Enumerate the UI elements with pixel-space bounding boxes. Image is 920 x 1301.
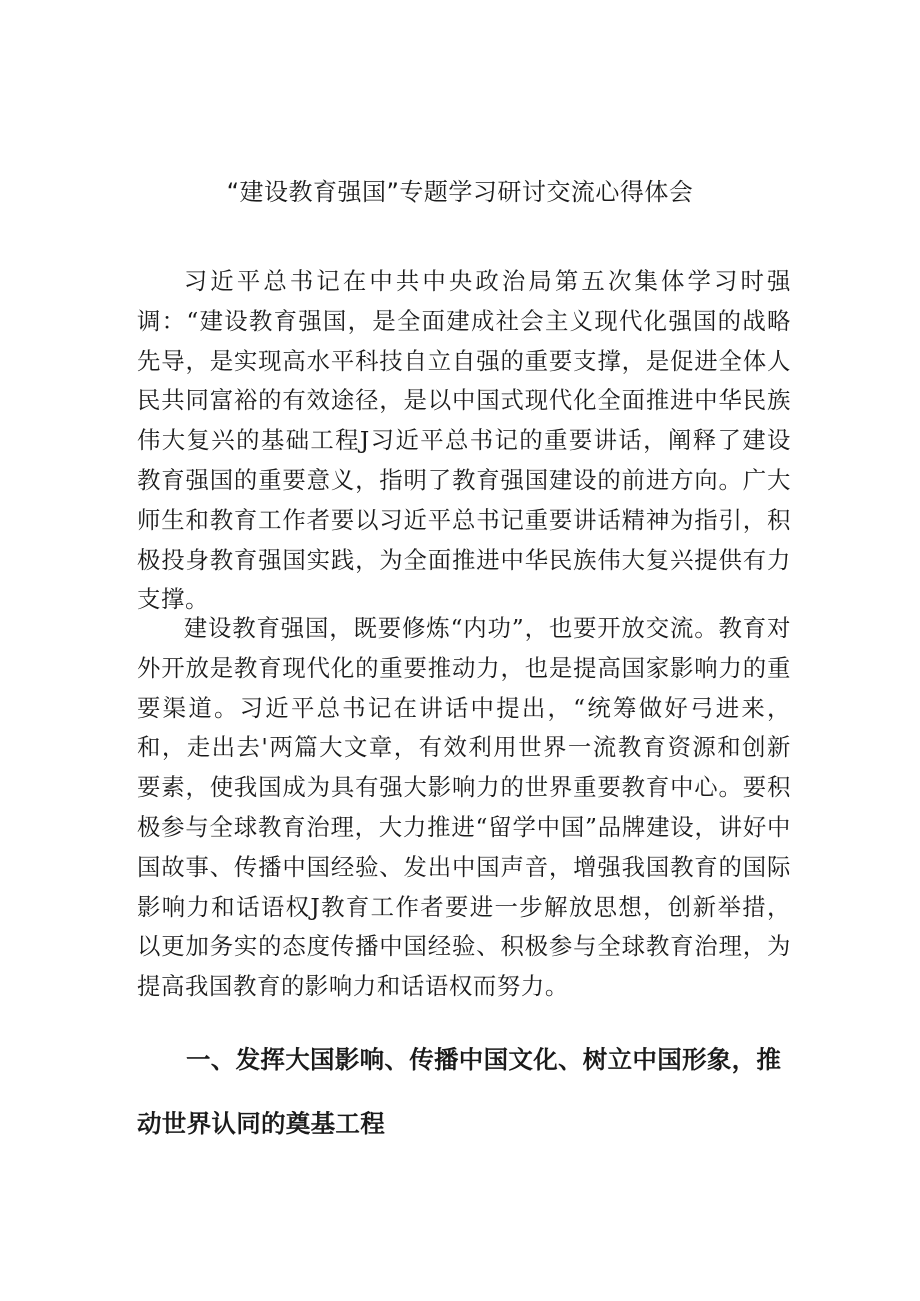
body-paragraph-1: 习近平总书记在中共中央政治局第五次集体学习时强调：“建设教育强国，是全面建成社会主义现代化强国的战略先导，是实现高水平科技自立自强的重要支撑，是促进全体人民共同富裕的有效途径，是以中国式现代化全面推进中华民族伟大复兴的基础工程J习近平总书记的重要讲话，阐释了建设教育强国的重要意义，指明了教育强国建设的前进方向。广大师生和教育工作者要以习近平总书记重要讲话精神为指引，积极投身教育强国实践，为全面推进中华民族伟大复兴提供有力支撑。 <box>137 267 791 614</box>
section-heading: 一、发挥大国影响、传播中国文化、树立中国形象，推动世界认同的奠基工程 <box>137 1045 782 1138</box>
document-title: “建设教育强国”专题学习研讨交流心得体会 <box>226 178 694 206</box>
body-paragraph-2: 建设教育强国，既要修炼“内功”，也要开放交流。教育对外开放是教育现代化的重要推动力，也是提高国家影响力的重要渠道。习近平总书记在讲话中提出，“统筹做好弓进来，和，走出去'两篇大文章，有效利用世界一流教育资源和创新要素，使我国成为具有强大影响力的世界重要教育中心。要积极参与全球教育治理，大力推进“留学中国”品牌建设，讲好中国故事、传播中国经验、发出中国声音，增强我国教育的国际影响力和话语权J教育工作者要进一步解放思想，创新举措，以更加务实的态度传播中国经验、积极参与全球教育治理，为提高我国教育的影响力和话语权而努力。 <box>137 614 791 1001</box>
